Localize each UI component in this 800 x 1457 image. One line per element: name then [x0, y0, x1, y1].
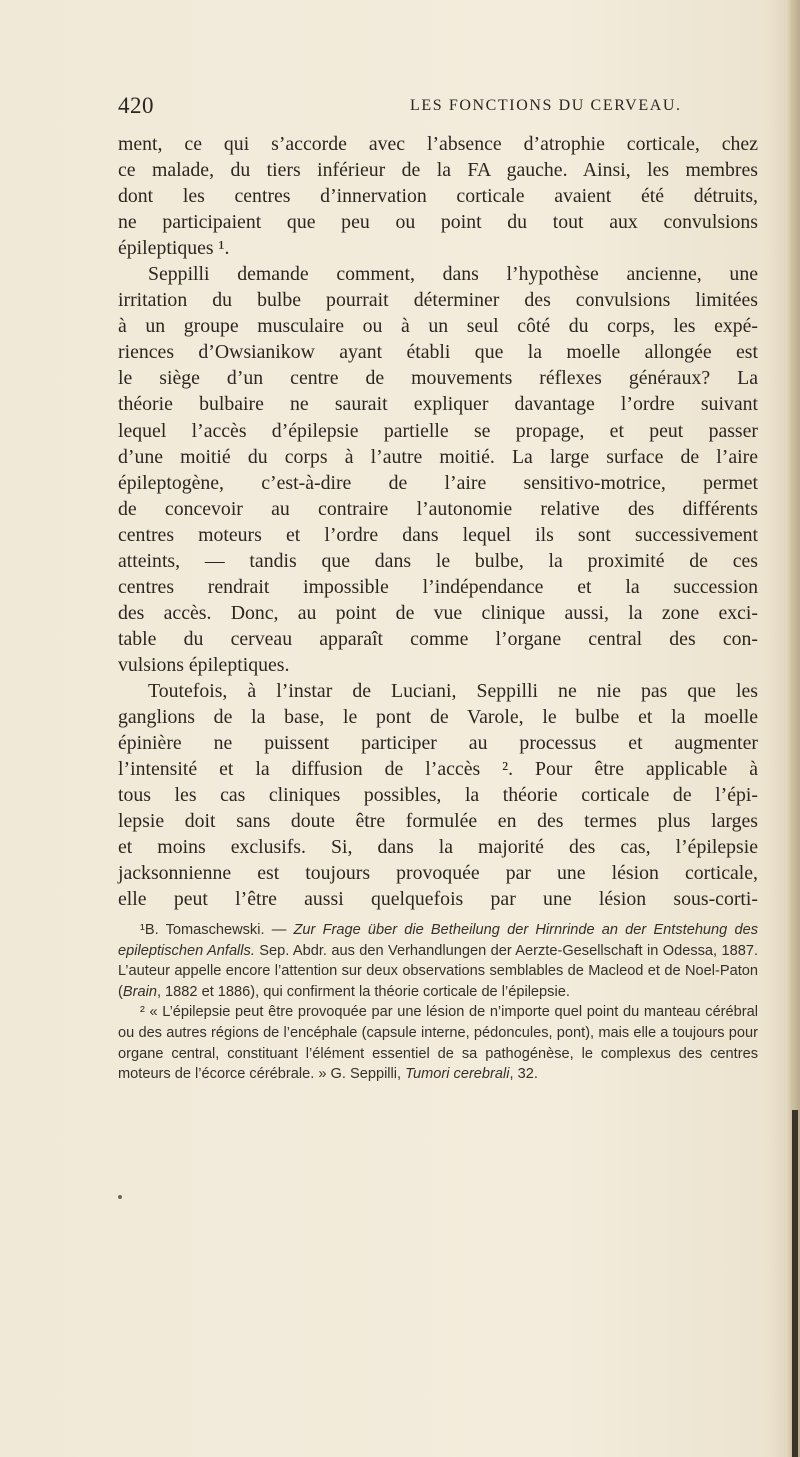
text-line: théorie bulbaire ne saurait expliquer davantage l’ordre suivant [118, 393, 758, 416]
text-line: ganglions de la base, le pont de Varole, le bulbe et la moelle [118, 706, 758, 729]
text-line: elle peut l’être aussi quelquefois par une lésion sous-corti- [118, 888, 758, 911]
page-number: 420 [118, 93, 154, 118]
text-line: vulsions épileptiques. [118, 653, 290, 676]
text-line: ment, ce qui s’accorde avec l’absence d’atrophie corticale, chez [118, 133, 758, 155]
text-line: tous les cas cliniques possibles, la théorie corticale de l’épi- [118, 784, 758, 807]
text-line: à un groupe musculaire ou à un seul côté du corps, les expé- [118, 315, 758, 338]
text-line: des accès. Donc, au point de vue clinique aussi, la zone exci- [118, 601, 758, 624]
text-line: Toutefois, à l’instar de Luciani, Seppilli ne nie pas que les [148, 679, 758, 702]
page-edge-shadow [792, 1110, 798, 1457]
text-line: riences d’Owsianikow ayant établi que la moelle allongée est [118, 341, 758, 364]
text-line: d’une moitié du corps à l’autre moitié. La large surface de l’aire [118, 445, 758, 468]
page-header [118, 93, 758, 121]
text-line: centres rendrait impossible l’indépendance et la succession [118, 575, 758, 598]
text-line: lepsie doit sans doute être formulée en des termes plus larges [118, 810, 758, 833]
text-line: centres moteurs et l’ordre dans lequel ils sont successivement [118, 523, 758, 546]
text-line: l’intensité et la diffusion de l’accès ². Pour être applicable à [118, 758, 758, 781]
text-line: dont les centres d’innervation corticale avaient été détruits, [118, 185, 758, 208]
footnote-text: , 1882 et 1886), qui confirment la théorie corticale de l’épilepsie. [156, 983, 570, 1000]
footnote-1 [118, 920, 758, 1002]
footnotes [118, 920, 758, 1085]
text-line: et moins exclusifs. Si, dans la majorité des cas, l’épilepsie [118, 836, 758, 859]
footnote-text: , 32. [509, 1066, 538, 1083]
footnote-author: B. Tomaschewski. — [144, 922, 294, 938]
text-line: épileptogène, c’est-à-dire de l’aire sensitivo-motrice, permet [118, 471, 758, 494]
text-line: irritation du bulbe pourrait déterminer des convulsions limitées [118, 289, 758, 312]
footnote-2 [118, 1002, 758, 1084]
footnote-work: Tumori cerebrali [405, 1066, 510, 1083]
text-line: atteints, — tandis que dans le bulbe, la proximité de ces [118, 549, 758, 572]
text-line: lequel l’accès d’épilepsie partielle se propage, et peut passer [118, 419, 758, 442]
text-line: jacksonnienne est toujours provoquée par une lésion corticale, [118, 862, 758, 885]
text-line: ne participaient que peu ou point du tout aux convulsions [118, 211, 758, 234]
footnote-text: « L’épilepsie peut être provoquée par une lésion de n’importe quel point du manteau cérébral ou des autres régions de l’encéphale (capsule interne, pédoncules, pont), mais elle a toujours pour organe central, constituant l’élément essentiel de sa pathogénèse, le complexus des centres moteurs de l’écorce cérébrale. » G. Seppilli, [118, 1004, 758, 1083]
text-line: le siège d’un centre de mouvements réflexes généraux? La [118, 367, 758, 390]
footnote-marker: ¹ [140, 922, 145, 938]
text-line: ce malade, du tiers inférieur de la FA gauche. Ainsi, les membres [118, 159, 758, 182]
main-text [118, 131, 758, 912]
footnote-marker: ² [140, 1004, 145, 1021]
text-line: épinière ne puissent participer au processus et augmenter [118, 732, 758, 755]
ink-speck [118, 1195, 122, 1199]
footnote-title: Zur Frage über die Betheilung der Hirnrinde an der Entstehung des epileptischen Anfalls. [118, 922, 758, 959]
text-line: table du cerveau apparaît comme l’organe central des con- [118, 627, 758, 650]
footnote-text: Sep. Abdr. aus den Verhandlungen der Aerzte-Gesellschaft in Odessa, 1887. L’auteur appelle encore l’attention sur deux observations semblables de Macleod et de Noel-Paton ( [118, 942, 759, 1000]
text-line: Seppilli demande comment, dans l’hypothèse ancienne, une [148, 263, 758, 286]
text-line: épileptiques ¹. [118, 237, 230, 260]
footnote-journal: Brain [122, 983, 157, 1000]
running-head: LES FONCTIONS DU CERVEAU. [410, 97, 682, 114]
text-line: de concevoir au contraire l’autonomie relative des différents [118, 497, 758, 520]
